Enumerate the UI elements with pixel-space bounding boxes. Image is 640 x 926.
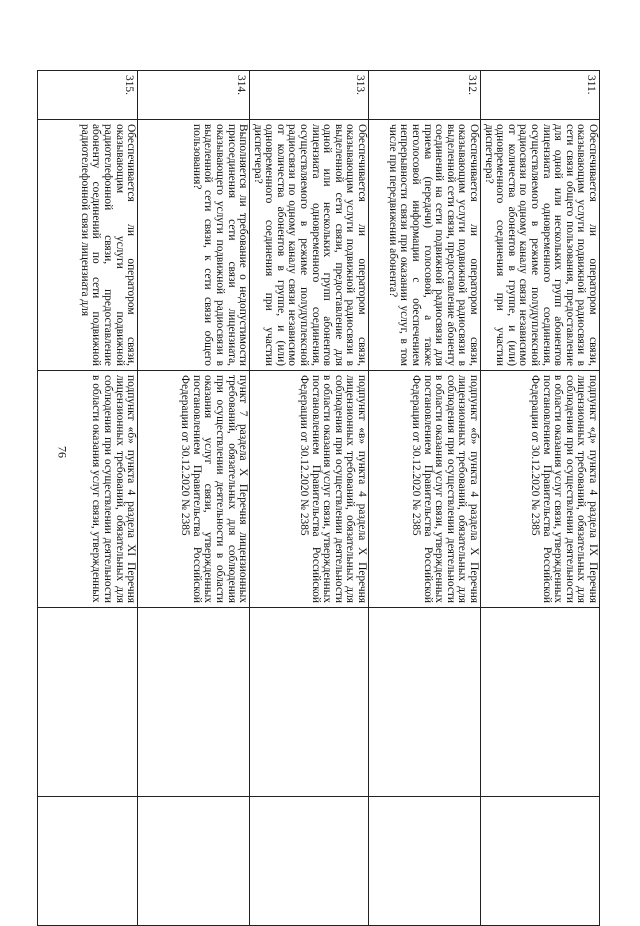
row-answer-cell [250,608,369,797]
row-reference: подпункт «б» пункта 4 раздела XI Перечня лицензионных требований, обязательных для соблюдения при осуществлении деятельности в области оказания услуг связи, утвержденных [38,371,138,608]
row-question: Обеспечивается ли оператором связи, оказывающим услуги подвижной радиотелефонной связи, предоставление абоненту соединений по сети подвижной радиотелефонной связи лицензиата для [38,120,138,371]
row-reference: подпункт «б» пункта 4 раздела X Перечня лицензионных требований, обязательных для соблюдения при осуществлении деятельности в области оказания услуг связи, утвержденных постановлением Правительства Российской Федерации от 30.12.2020 № 2385 [369,371,481,608]
page-number: 76 [55,446,70,458]
table-row [138,71,250,926]
row-note-cell [481,797,600,926]
row-reference: подпункт «д» пункта 4 раздела IX Перечня лицензионных требований, обязательных для соблюдения при осуществлении деятельности в области оказания услуг связи, утвержденных постановлением Правительства Российской Федерации от 30.12.2020 № 2385 [481,371,600,608]
row-answer-cell [369,608,481,797]
table-row [38,71,138,926]
table-row [369,71,481,926]
row-reference: подпункт «в» пункта 4 раздела X Перечня лицензионных требований, обязательных для соблюдения при осуществлении деятельности в области оказания услуг связи, утвержденных постановлением Правительства Российской Федерации от 30.12.2020 № 2385 [250,371,369,608]
row-number: 314. [138,71,250,120]
row-answer-cell [138,608,250,797]
row-number: 311. [481,71,600,120]
row-question: Выполняется ли требование о недопустимости присоединения сети связи лицензиата, оказывающего услуги подвижной радиосвязи в выделенной сети связи, к сети связи общего пользования? [138,120,250,371]
row-question: Обеспечивается ли оператором связи, оказывающим услуги подвижной радиосвязи в выделенной сети связи, предоставление абоненту соединений на сети подвижной радиосвязи для приема (передачи) голосовой, а также неголосовой информации с обеспечением непрерывности связи при оказании услуг, в том числе при передвижении абонента? [369,120,481,371]
table-row [481,71,600,926]
row-note-cell [38,797,138,926]
row-number: 315. [38,71,138,120]
row-answer-cell [38,608,138,797]
row-number: 312. [369,71,481,120]
row-question: Обеспечивается ли оператором связи, оказывающим услуги подвижной радиосвязи в сети связи общего пользования, предоставление для одной или нескольких групп абонентов лицензиата одновременного соединения, осуществляемого в режиме полудуплексной радиосвязи по одному каналу связи независимо от количества абонентов в группе, и (или) одновременного соединения при участии диспетчера? [481,120,600,371]
row-question: Обеспечивается ли оператором связи, оказывающим услуги подвижной радиосвязи в выделенной сети связи, предоставление для одной или нескольких групп абонентов лицензиата одновременного соединения, осуществляемого в режиме полудуплексной радиосвязи по одному каналу связи независимо от количества абонентов в группе, и (или) одновременного соединения при участии диспетчера? [250,120,369,371]
row-note-cell [369,797,481,926]
row-reference: пункт 7 раздела X Перечня лицензионных требований, обязательных для соблюдения при осуществлении деятельности в области оказания услуг связи, утвержденных постановлением Правительства Российской Федерации от 30.12.2020 № 2385 [138,371,250,608]
table-row [250,71,369,926]
row-note-cell [138,797,250,926]
row-note-cell [250,797,369,926]
row-number: 313. [250,71,369,120]
requirements-table [37,70,600,926]
row-answer-cell [481,608,600,797]
rotated-table-container [40,70,600,880]
